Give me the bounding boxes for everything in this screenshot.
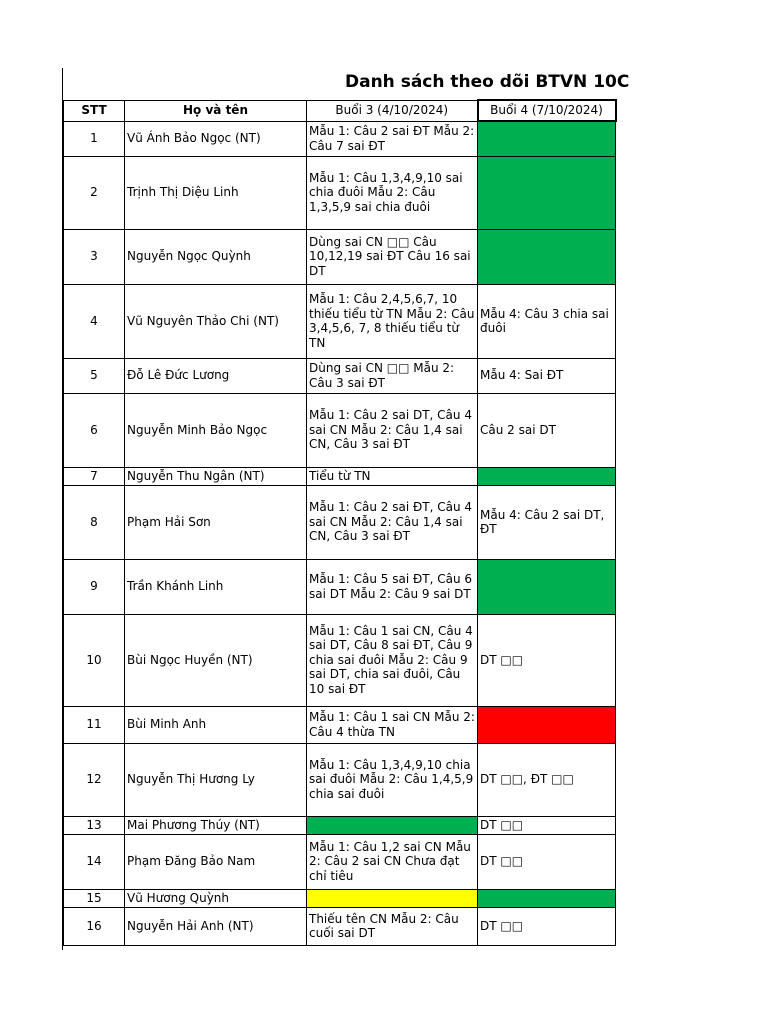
cell-stt[interactable]: 14 (64, 834, 125, 889)
sheet-title: Danh sách theo dõi BTVN 10C (345, 72, 630, 92)
cell-stt[interactable]: 11 (64, 706, 125, 743)
cell-name[interactable]: Bùi Ngọc Huyền (NT) (125, 614, 307, 706)
cell-name[interactable]: Trần Khánh Linh (125, 559, 307, 614)
cell-stt[interactable]: 3 (64, 229, 125, 284)
cell-session-4[interactable]: Câu 2 sai DT (478, 393, 616, 467)
cell-name[interactable]: Phạm Hải Sơn (125, 485, 307, 559)
cell-session-3[interactable]: Mẫu 1: Câu 2,4,5,6,7, 10 thiếu tiểu từ TN Mẫu 2: Câu 3,4,5,6, 7, 8 thiếu tiểu từ TN (307, 284, 478, 358)
cell-session-3[interactable]: Tiểu từ TN (307, 467, 478, 485)
cell-session-4[interactable] (478, 229, 616, 284)
cell-session-4[interactable]: DT □□ (478, 816, 616, 834)
table-row (64, 393, 616, 467)
table-row (64, 156, 616, 229)
cell-name[interactable]: Trịnh Thị Diệu Linh (125, 156, 307, 229)
table-row (64, 229, 616, 284)
cell-session-3[interactable]: Mẫu 1: Câu 1 sai CN, Câu 4 sai DT, Câu 8 sai ĐT, Câu 9 chia sai đuôi Mẫu 2: Câu 9 sai DT, chia sai đuôi, Câu 10 sai ĐT (307, 614, 478, 706)
cell-session-4[interactable] (478, 156, 616, 229)
cell-session-3[interactable]: Mẫu 1: Câu 1,3,4,9,10 sai chia đuôi Mẫu 2: Câu 1,3,5,9 sai chia đuôi (307, 156, 478, 229)
cell-session-3[interactable]: Mẫu 1: Câu 1,2 sai CN Mẫu 2: Câu 2 sai CN Chưa đạt chỉ tiêu (307, 834, 478, 889)
cell-session-4[interactable]: Mẫu 4: Câu 2 sai DT, ĐT (478, 485, 616, 559)
header-session-3[interactable]: Buổi 3 (4/10/2024) (307, 100, 478, 121)
cell-session-3[interactable]: Thiếu tên CN Mẫu 2: Câu cuối sai DT (307, 907, 478, 945)
cell-name[interactable]: Nguyễn Minh Bảo Ngọc (125, 393, 307, 467)
cell-stt[interactable]: 13 (64, 816, 125, 834)
cell-name[interactable]: Mai Phương Thúy (NT) (125, 816, 307, 834)
cell-stt[interactable]: 7 (64, 467, 125, 485)
cell-stt[interactable]: 8 (64, 485, 125, 559)
cell-session-3[interactable]: Mẫu 1: Câu 2 sai ĐT Mẫu 2: Câu 7 sai ĐT (307, 121, 478, 156)
table-row (64, 889, 616, 907)
header-session-4[interactable]: Buổi 4 (7/10/2024) (478, 100, 616, 121)
cell-name[interactable]: Vũ Ánh Bảo Ngọc (NT) (125, 121, 307, 156)
cell-stt[interactable]: 9 (64, 559, 125, 614)
cell-stt[interactable]: 4 (64, 284, 125, 358)
cell-stt[interactable]: 15 (64, 889, 125, 907)
cell-stt[interactable]: 16 (64, 907, 125, 945)
table-row (64, 816, 616, 834)
cell-session-4[interactable] (478, 467, 616, 485)
cell-stt[interactable]: 5 (64, 358, 125, 393)
header-stt[interactable]: STT (64, 100, 125, 121)
cell-stt[interactable]: 1 (64, 121, 125, 156)
table-row (64, 485, 616, 559)
cell-session-4[interactable] (478, 559, 616, 614)
cell-stt[interactable]: 10 (64, 614, 125, 706)
table-row (64, 284, 616, 358)
table-row (64, 467, 616, 485)
cell-session-4[interactable]: DT □□ (478, 834, 616, 889)
cell-session-3[interactable]: Mẫu 1: Câu 2 sai DT, Câu 4 sai CN Mẫu 2: Câu 1,4 sai CN, Câu 3 sai ĐT (307, 393, 478, 467)
table-row (64, 743, 616, 816)
cell-session-4[interactable]: DT □□, ĐT □□ (478, 743, 616, 816)
cell-name[interactable]: Đỗ Lê Đức Lương (125, 358, 307, 393)
header-name[interactable]: Họ và tên (125, 100, 307, 121)
cell-session-3[interactable]: Mẫu 1: Câu 2 sai ĐT, Câu 4 sai CN Mẫu 2: Câu 1,4 sai CN, Câu 3 sai ĐT (307, 485, 478, 559)
cell-session-4[interactable]: Mẫu 4: Câu 3 chia sai đuôi (478, 284, 616, 358)
cell-session-3[interactable]: Dùng sai CN □□ Mẫu 2: Câu 3 sai ĐT (307, 358, 478, 393)
cell-name[interactable]: Nguyễn Hải Anh (NT) (125, 907, 307, 945)
cell-session-3[interactable]: Mẫu 1: Câu 5 sai ĐT, Câu 6 sai DT Mẫu 2: Câu 9 sai DT (307, 559, 478, 614)
table-row (64, 706, 616, 743)
cell-session-4[interactable] (478, 121, 616, 156)
cell-session-3[interactable] (307, 889, 478, 907)
cell-name[interactable]: Nguyễn Thị Hương Ly (125, 743, 307, 816)
table-row (64, 614, 616, 706)
cell-stt[interactable]: 6 (64, 393, 125, 467)
cell-name[interactable]: Vũ Hương Quỳnh (125, 889, 307, 907)
cell-stt[interactable]: 2 (64, 156, 125, 229)
cell-name[interactable]: Phạm Đăng Bảo Nam (125, 834, 307, 889)
homework-table (63, 99, 617, 946)
cell-session-4[interactable]: Mẫu 4: Sai ĐT (478, 358, 616, 393)
cell-session-4[interactable]: DT □□ (478, 907, 616, 945)
cell-stt[interactable]: 12 (64, 743, 125, 816)
cell-session-3[interactable]: Dùng sai CN □□ Câu 10,12,19 sai ĐT Câu 16 sai DT (307, 229, 478, 284)
cell-session-3[interactable] (307, 816, 478, 834)
table-row (64, 559, 616, 614)
table-row (64, 358, 616, 393)
cell-session-4[interactable]: DT □□ (478, 614, 616, 706)
table-row (64, 907, 616, 945)
cell-name[interactable]: Vũ Nguyên Thảo Chi (NT) (125, 284, 307, 358)
cell-name[interactable]: Nguyễn Ngọc Quỳnh (125, 229, 307, 284)
table-row (64, 121, 616, 156)
cell-session-4[interactable] (478, 889, 616, 907)
cell-session-3[interactable]: Mẫu 1: Câu 1,3,4,9,10 chia sai đuôi Mẫu 2: Câu 1,4,5,9 chia sai đuôi (307, 743, 478, 816)
cell-session-4[interactable] (478, 706, 616, 743)
cell-session-3[interactable]: Mẫu 1: Câu 1 sai CN Mẫu 2: Câu 4 thừa TN (307, 706, 478, 743)
cell-name[interactable]: Nguyễn Thu Ngân (NT) (125, 467, 307, 485)
cell-name[interactable]: Bùi Minh Anh (125, 706, 307, 743)
header-row (64, 100, 616, 121)
table-row (64, 834, 616, 889)
